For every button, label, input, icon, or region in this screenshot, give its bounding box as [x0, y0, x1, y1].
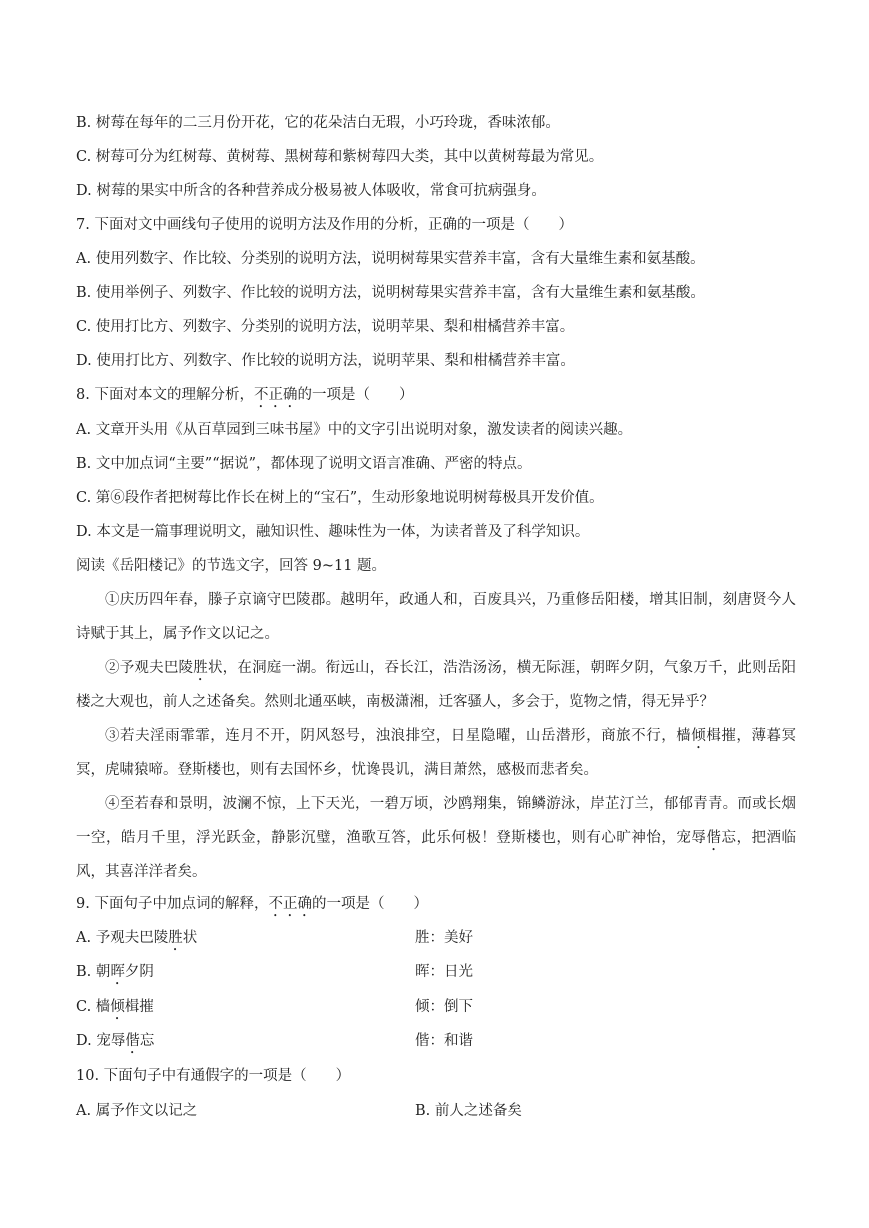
emphasis-dots: 不正确 [268, 896, 312, 912]
q9-gloss-c: 倾：倒下 [415, 999, 473, 1015]
emphasis-dots: 偕 [706, 830, 722, 846]
reading-intro: 阅读《岳阳楼记》的节选文字，回答 9~11 题。 [76, 558, 387, 574]
passage-paragraph-4: ④至若春和景明，波澜不惊，上下天光，一碧万顷，沙鸥翔集，锦鳞游泳，岸芷汀兰，郁郁青青。而或长烟一空，皓月千里，浮光跃金，静影沉璧，渔歌互答，此乐何极！登斯楼也，则有心旷神怡，宠辱偕忘，把酒临风，其喜洋洋者矣。 [76, 796, 797, 880]
q9-option-b: B. 朝晖夕阴 [76, 964, 154, 980]
q8-option-c: C. 第⑥段作者把树莓比作长在树上的“宝石”，生动形象地说明树莓极具开发价值。 [76, 490, 604, 506]
emphasis-dots: 倾 [110, 999, 125, 1015]
q9-gloss-d: 偕：和谐 [415, 1033, 473, 1049]
q8-stem: 8. 下面对本文的理解分析，不正确的一项是（ ） [76, 387, 414, 403]
q6-option-d: D. 树莓的果实中所含的各种营养成分极易被人体吸收，常食可抗病强身。 [76, 183, 546, 199]
q7-stem: 7. 下面对文中画线句子使用的说明方法及作用的分析，正确的一项是（ ） [76, 217, 573, 233]
emphasis-dots: 晖 [110, 964, 125, 980]
q10-option-b: B. 前人之述备矣 [415, 1103, 522, 1119]
q7-option-c: C. 使用打比方、列数字、分类别的说明方法，说明苹果、梨和柑橘营养丰富。 [76, 319, 575, 335]
q9-stem: 9. 下面句子中加点词的解释，不正确的一项是（ ） [76, 896, 428, 912]
q8-option-b: B. 文中加点词“主要”“据说”，都体现了说明文语言准确、严密的特点。 [76, 456, 532, 472]
q7-option-a: A. 使用列数字、作比较、分类别的说明方法，说明树莓果实营养丰富，含有大量维生素和氨基酸。 [76, 251, 705, 267]
q6-option-b: B. 树莓在每年的二三月份开花，它的花朵洁白无瑕，小巧玲珑，香味浓郁。 [76, 115, 560, 131]
q10-stem: 10. 下面句子中有通假字的一项是（ ） [76, 1068, 351, 1084]
q9-option-a: A. 予观夫巴陵胜状 [76, 930, 198, 946]
q9-gloss-b: 晖：日光 [415, 964, 473, 980]
q9-gloss-a: 胜：美好 [415, 930, 473, 946]
emphasis-dots: 偕 [125, 1033, 140, 1049]
emphasis-dots: 胜 [193, 660, 208, 676]
emphasis-dots: 胜 [168, 930, 183, 946]
passage-paragraph-1: ①庆历四年春，滕子京谪守巴陵郡。越明年，政通人和，百废具兴，乃重修岳阳楼，增其旧制，刻唐贤今人诗赋于其上，属予作文以记之。 [76, 592, 796, 642]
q6-option-c: C. 树莓可分为红树莓、黄树莓、黑树莓和紫树莓四大类，其中以黄树莓最为常见。 [76, 149, 604, 165]
q10-option-a: A. 属予作文以记之 [76, 1103, 198, 1119]
q7-option-b: B. 使用举例子、列数字、作比较的说明方法，说明树莓果实营养丰富，含有大量维生素和氨基酸。 [76, 285, 705, 301]
q9-option-d: D. 宠辱偕忘 [76, 1033, 155, 1049]
q7-option-d: D. 使用打比方、列数字、作比较的说明方法，说明苹果、梨和柑橘营养丰富。 [76, 353, 575, 369]
q8-option-a: A. 文章开头用《从百草园到三味书屋》中的文字引出说明对象，激发读者的阅读兴趣。 [76, 422, 633, 438]
passage-paragraph-3: ③若夫淫雨霏霏，连月不开，阴风怒号，浊浪排空，日星隐曜，山岳潜形，商旅不行，樯倾楫摧，薄暮冥冥，虎啸猿啼。登斯楼也，则有去国怀乡，忧谗畏讥，满目萧然，感极而悲者矣。 [76, 728, 797, 778]
q9-option-c: C. 樯倾楫摧 [76, 999, 154, 1015]
emphasis-dots: 倾 [691, 728, 707, 744]
q8-option-d: D. 本文是一篇事理说明文，融知识性、趣味性为一体，为读者普及了科学知识。 [76, 524, 590, 540]
passage-paragraph-2: ②予观夫巴陵胜状，在洞庭一湖。衔远山，吞长江，浩浩汤汤，横无际涯，朝晖夕阴，气象万千，此则岳阳楼之大观也，前人之述备矣。然则北通巫峡，南极潇湘，迁客骚人，多会于，览物之情，得无异乎？ [76, 660, 797, 710]
emphasis-dots: 不正确 [253, 387, 298, 403]
